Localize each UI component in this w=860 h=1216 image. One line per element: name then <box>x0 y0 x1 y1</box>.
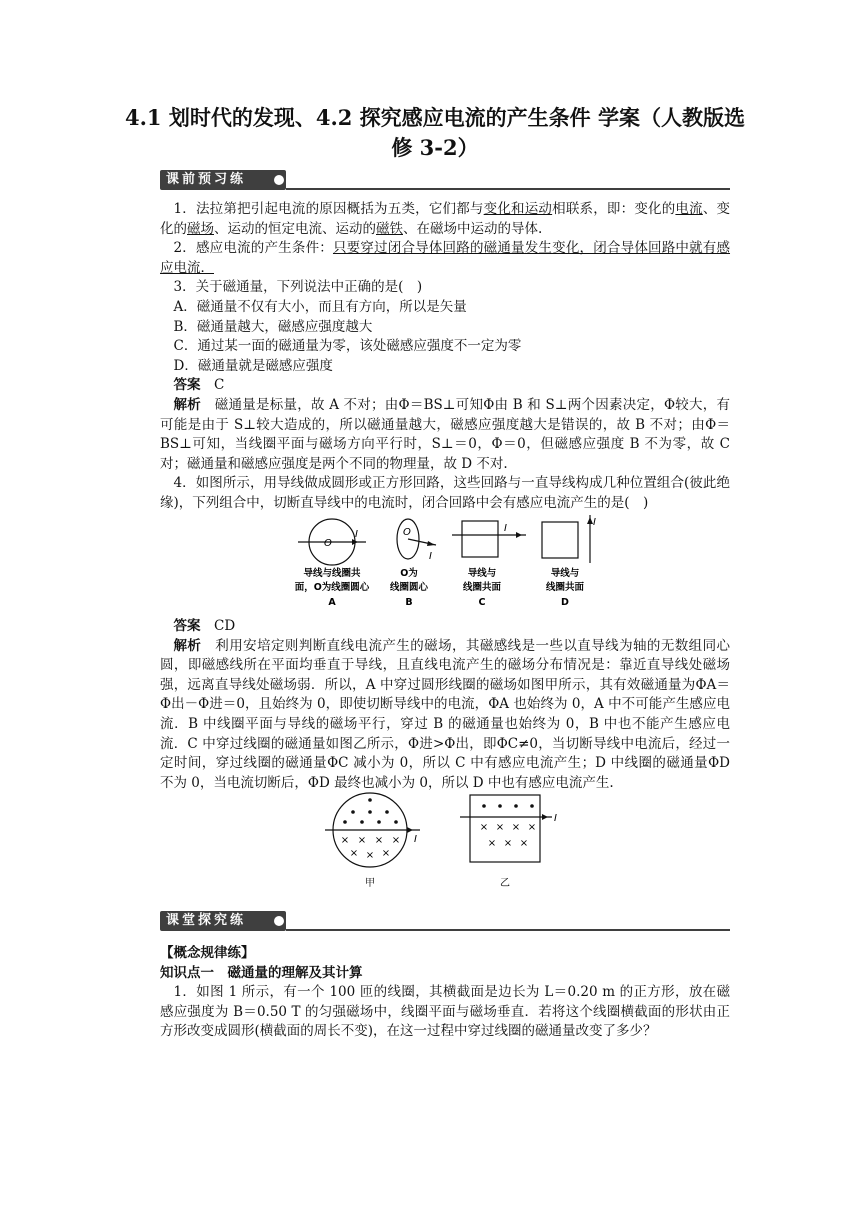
crosses-into-page <box>480 822 536 849</box>
section-banner-classroom <box>160 911 730 933</box>
i-label: I <box>504 523 507 534</box>
caption-d-line1: 导线与 <box>550 568 580 579</box>
i-label: I <box>429 551 432 562</box>
o-label: O <box>403 527 411 538</box>
q3-option-b: B．磁通量越大，磁感应强度越大 <box>173 318 373 335</box>
q1-underline-b: 变化和运动 <box>483 201 553 217</box>
question-3-stem: 3．关于磁通量，下列说法中正确的是( ) <box>173 279 423 296</box>
q1-underline-f: 磁场 <box>187 220 214 237</box>
concept-heading: 【概念规律练】 <box>160 945 255 961</box>
svg-text:×: × <box>487 838 497 849</box>
knowledge-point: 知识点一 磁通量的理解及其计算 <box>160 964 363 981</box>
q3-option-a: A．磁通量不仅有大小，而且有方向，所以是矢量 <box>173 298 467 315</box>
caption-b-line2: 线圈圆心 <box>389 582 429 593</box>
answer-label: 答案 <box>173 377 201 394</box>
dots-out-of-page <box>343 798 398 824</box>
q2-underline-b: 只要穿过闭合导体回路的磁通量发生变化，闭合导体回路中就有感应电流． <box>160 240 731 276</box>
i-label: I <box>414 834 417 845</box>
q3-option-c: C．通过某一面的磁通量为零，该处磁感应强度不一定为零 <box>173 338 522 355</box>
question-1 <box>160 200 730 239</box>
caption-d-letter: D <box>561 597 569 608</box>
figure-captions <box>295 567 585 608</box>
svg-text:×: × <box>495 822 505 833</box>
svg-text:×: × <box>381 848 391 859</box>
arrow-icon <box>407 827 413 833</box>
svg-text:×: × <box>479 822 489 833</box>
square-coil-c <box>462 521 498 557</box>
analysis-label: 解析 <box>173 396 201 413</box>
caption-b-letter: B <box>405 597 413 608</box>
caption-a-line1: 导线与线圈共 <box>303 568 361 579</box>
figure-jia <box>325 793 420 889</box>
page-title: 4.1 划时代的发现、4.2 探究感应电流的产生条件 学案（人教版选修 3-2） <box>124 105 745 160</box>
crosses-into-page <box>341 835 400 861</box>
dots-out-of-page <box>482 804 534 808</box>
figure-yi <box>460 795 557 889</box>
svg-text:×: × <box>511 822 521 833</box>
figure-c <box>452 521 526 557</box>
answer-label: 答案 <box>173 618 201 634</box>
practice-question-1: 1．如图 1 所示，有一个 100 匝的线圈，其横截面是边长为 L＝0.20 m 的正方形，放在磁感应强度为 B＝0.50 T 的匀强磁场中，线圈平面与磁场垂直．若将这个线圈横截面的形状由正方形改变成圆形(横截面的周长不变)，在这一过程中穿过线圈的磁通量改变了多少？ <box>160 984 730 1040</box>
q3-answer <box>160 376 730 396</box>
svg-text:×: × <box>519 838 529 849</box>
i-label: I <box>554 813 557 824</box>
answer-value: C <box>214 377 225 394</box>
q1-underline-h: 磁铁 <box>376 220 403 237</box>
q1-underline-d: 电流 <box>675 201 703 217</box>
q2-text-a: 2．感应电流的产生条件： <box>173 240 333 257</box>
figure-a <box>298 519 366 565</box>
svg-text:×: × <box>357 835 367 846</box>
q4-answer <box>160 617 730 637</box>
preview-block <box>160 200 730 514</box>
i-label: I <box>355 529 358 540</box>
q4-analysis <box>160 637 730 794</box>
caption-c-line2: 线圈共面 <box>462 582 502 593</box>
banner-dot <box>274 916 284 926</box>
arrow-icon <box>542 814 548 820</box>
banner-dot <box>274 175 284 185</box>
figure-b <box>397 519 436 562</box>
section-label: 课前预习练 <box>160 170 286 190</box>
section-banner-preview <box>160 170 730 192</box>
banner-rule <box>286 929 730 931</box>
q3-analysis <box>160 396 730 474</box>
question-4-stem: 4．如图所示，用导线做成圆形或正方形回路，这些回路与一直导线构成几种位置组合(彼此绝缘)，下列组合中，切断直导线中的电流时，闭合回路中会有感应电流产生的是( ) <box>160 475 730 511</box>
svg-text:×: × <box>374 835 384 846</box>
q3-option-d: D．磁通量就是磁感应强度 <box>173 357 333 374</box>
q1-text-e: 、变化的 <box>160 201 731 237</box>
q4-solution <box>160 617 730 793</box>
caption-a-line2: 面，O为线圈圆心 <box>294 582 370 593</box>
q4-figure <box>290 515 610 615</box>
analysis-label: 解析 <box>173 637 202 654</box>
square-coil-d <box>542 522 578 558</box>
q1-text-g: 、运动的恒定电流、运动的 <box>214 220 376 237</box>
analysis-text: 利用安培定则判断直线电流产生的磁场，其磁感线是一些以直导线为轴的无数组同心圆，即磁感线所在平面均垂直于导线，且直线电流产生的磁场分布情况是：靠近直导线处磁场强，远离直导线处磁场弱．所以，A 中穿过圆形线圈的磁场如图甲所示，其有效磁通量为ΦA＝Φ出－Φ进＝0，且始终为 0，即使切断导线中的电流，ΦA 也始终为 0，A 中不可能产生感应电流．B 中线圈平面与导线的磁场平行，穿过 B 的磁通量也始终为 0，B 中也不能产生感应电流．C 中穿过线圈的磁通量如图乙所示，Φ进>Φ出，即ΦC≠0，当切断导线中电流后，经过一定时间，穿过线圈的磁通量ΦC 减小为 0，所以 C 中有感应电流产生；D 中线圈的磁通量ΦD 不为 0，当电流切断后，ΦD 最终也减小为 0，所以 D 中也有感应电流产生. <box>160 637 731 791</box>
caption-a-letter: A <box>328 597 336 608</box>
svg-text:×: × <box>391 835 401 846</box>
caption-c-letter: C <box>478 597 486 608</box>
q1-text-c: 相联系，即：变化的 <box>552 201 676 217</box>
svg-text:×: × <box>365 850 375 861</box>
caption-c-line1: 导线与 <box>467 568 497 579</box>
o-label: O <box>324 538 332 549</box>
arrow-icon <box>427 541 435 546</box>
svg-text:×: × <box>503 838 513 849</box>
q1-text-i: 、在磁场中运动的导体. <box>403 220 543 237</box>
i-label: I <box>593 517 596 528</box>
caption-d-line2: 线圈共面 <box>545 582 585 593</box>
section-label: 课堂探究练 <box>160 911 286 931</box>
caption-b-line1: O为 <box>400 568 418 579</box>
svg-text:×: × <box>340 835 350 846</box>
banner-rule <box>286 188 730 190</box>
classroom-block <box>160 944 730 1042</box>
question-2 <box>160 239 730 278</box>
flux-figures <box>320 790 580 890</box>
analysis-text: 磁通量是标量，故 A 不对；由Φ＝BS⊥可知Φ由 B 和 S⊥两个因素决定，Φ较大，有可能是由于 S⊥较大造成的，所以磁通量越大，磁感应强度越大是错误的，故 B 不对；由Φ＝BS⊥可知，当线圈平面与磁场方向平行时，S⊥＝0，Φ＝0，但磁感应强度 B 不为零，故 C 对；磁通量和磁感应强度是两个不同的物理量，故 D 不对. <box>160 396 731 472</box>
figure-d <box>542 515 596 563</box>
q1-text-a: 1．法拉第把引起电流的原因概括为五类，它们都与 <box>173 201 484 217</box>
figure-label-jia: 甲 <box>365 878 375 889</box>
figure-label-yi: 乙 <box>500 878 510 889</box>
arrow-icon <box>516 532 522 538</box>
svg-text:×: × <box>349 848 359 859</box>
svg-text:×: × <box>527 822 537 833</box>
answer-value: CD <box>214 618 236 634</box>
